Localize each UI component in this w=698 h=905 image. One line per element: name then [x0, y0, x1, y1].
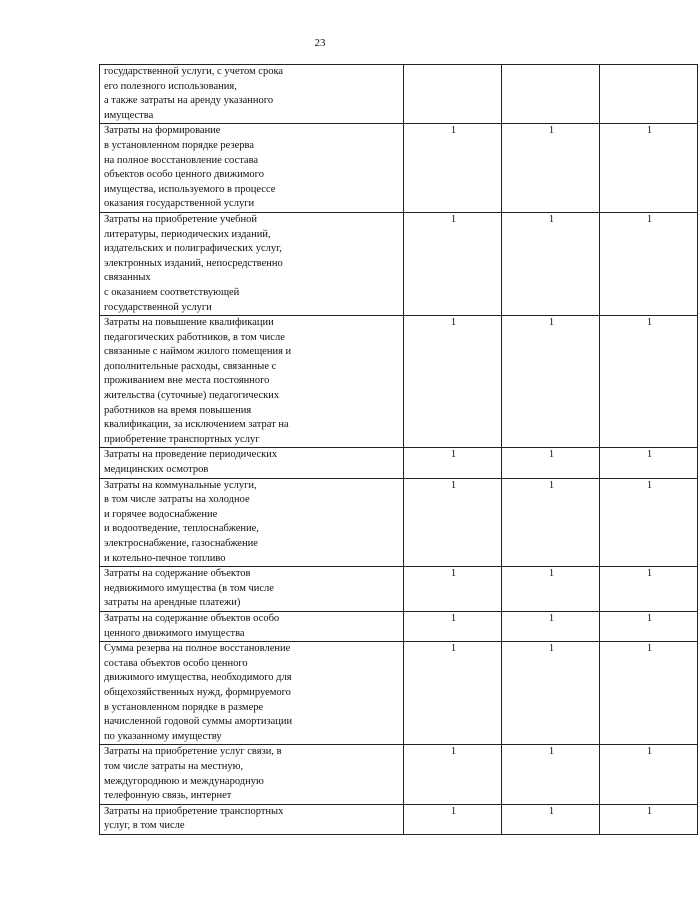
cost-item-description: Затраты на проведение периодических медицинских осмотров: [100, 448, 404, 478]
coefficient-cell: 1: [600, 611, 698, 641]
table-row: [100, 478, 698, 567]
table-row: [100, 65, 698, 124]
page-number: 23: [314, 37, 326, 49]
coefficient-cell: 1: [600, 124, 698, 213]
coefficient-cell: 1: [502, 567, 600, 612]
coefficient-cell: 1: [600, 316, 698, 448]
coefficient-cell: 1: [600, 448, 698, 478]
coefficient-cell: 1: [600, 804, 698, 834]
cost-item-description: Сумма резерва на полное восстановление состава объектов особо ценного движимого имущества, необходимого для общехозяйственных нужд, формируемого в установленном порядке в размере начисленной годовой суммы амортизации по указанному имуществу: [100, 642, 404, 745]
coefficient-cell: 1: [600, 212, 698, 315]
cost-item-description: Затраты на формирование в установленном порядке резерва на полное восстановление состава объектов особо ценного движимого имущества, используемого в процессе оказания государственной услуги: [100, 124, 404, 213]
coefficient-cell: 1: [404, 642, 502, 745]
table-row: [100, 316, 698, 448]
cost-item-description: Затраты на приобретение услуг связи, в том числе затраты на местную, междугороднюю и международную телефонную связь, интернет: [100, 745, 404, 804]
coefficient-cell: 1: [404, 745, 502, 804]
coefficient-cell: 1: [502, 642, 600, 745]
cost-item-description: государственной услуги, с учетом срока его полезного использования, а также затраты на аренду указанного имущества: [100, 65, 404, 124]
coefficient-cell: 1: [600, 745, 698, 804]
cost-item-description: Затраты на коммунальные услуги, в том числе затраты на холодное и горячее водоснабжение и водоотведение, теплоснабжение, электроснабжение, газоснабжение и котельно-печное топливо: [100, 478, 404, 567]
coefficient-cell: 1: [600, 642, 698, 745]
coefficient-cell: 1: [404, 804, 502, 834]
coefficient-cell: 1: [502, 611, 600, 641]
table-row: [100, 448, 698, 478]
table-row: [100, 124, 698, 213]
coefficient-cell: 1: [404, 316, 502, 448]
table-row: [100, 642, 698, 745]
coefficient-cell: 1: [404, 567, 502, 612]
cost-item-description: Затраты на содержание объектов недвижимого имущества (в том числе затраты на арендные платежи): [100, 567, 404, 612]
coefficient-cell: 1: [404, 448, 502, 478]
cost-item-description: Затраты на повышение квалификации педагогических работников, в том числе связанные с наймом жилого помещения и дополнительные расходы, связанные с проживанием вне места постоянного жительства (суточные) педагогических работников на время повышения квалификации, за исключением затрат на приобретение транспортных услуг: [100, 316, 404, 448]
cost-item-description: Затраты на приобретение транспортных услуг, в том числе: [100, 804, 404, 834]
table-row: [100, 804, 698, 834]
coefficient-cell: 1: [502, 316, 600, 448]
coefficient-cell: 1: [502, 448, 600, 478]
table-row: [100, 212, 698, 315]
coefficient-cell: 1: [502, 804, 600, 834]
coefficient-cell: 1: [502, 124, 600, 213]
coefficient-cell: 1: [502, 745, 600, 804]
table-row: [100, 611, 698, 641]
cost-item-description: Затраты на приобретение учебной литературы, периодических изданий, издательских и полиграфических услуг, электронных изданий, непосредственно связанных с оказанием соответствующей государственной услуги: [100, 212, 404, 315]
cost-table: [99, 64, 698, 835]
table-row: [100, 567, 698, 612]
cost-item-description: Затраты на содержание объектов особо ценного движимого имущества: [100, 611, 404, 641]
table-row: [100, 745, 698, 804]
coefficient-cell: 1: [404, 124, 502, 213]
coefficient-cell: [404, 65, 502, 124]
coefficient-cell: 1: [502, 212, 600, 315]
cost-table-body: [100, 65, 698, 835]
coefficient-cell: 1: [600, 478, 698, 567]
coefficient-cell: 1: [600, 567, 698, 612]
coefficient-cell: 1: [502, 478, 600, 567]
coefficient-cell: 1: [404, 212, 502, 315]
coefficient-cell: 1: [404, 478, 502, 567]
coefficient-cell: 1: [404, 611, 502, 641]
coefficient-cell: [600, 65, 698, 124]
coefficient-cell: [502, 65, 600, 124]
